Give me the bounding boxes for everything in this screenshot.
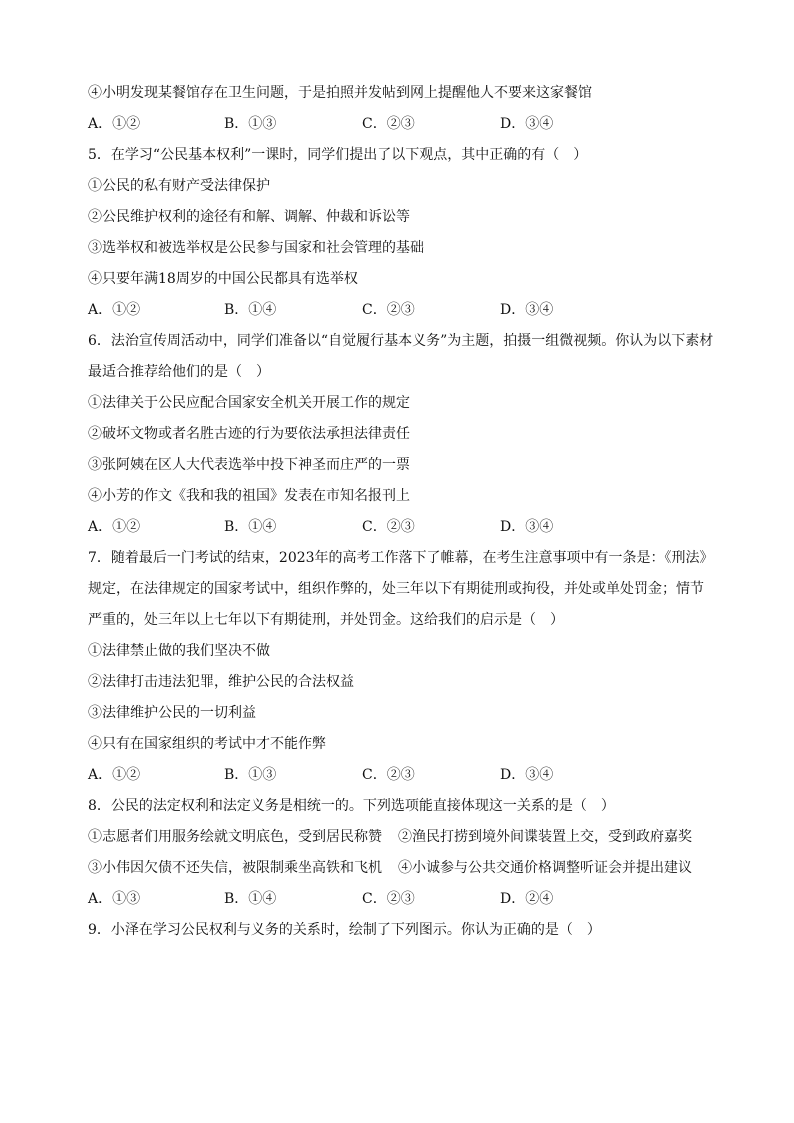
exam-page bbox=[88, 78, 728, 946]
text-line: ②破坏文物或者名胜古迹的行为要依法承担法律责任 bbox=[88, 426, 410, 442]
text-line: ④小芳的作文《我和我的祖国》发表在市知名报刊上 bbox=[88, 488, 410, 504]
answer-options bbox=[88, 109, 728, 140]
option-c: C．②③ bbox=[362, 891, 415, 907]
text-line: 最适合推荐给他们的是（ ） bbox=[88, 364, 270, 380]
text-line: ④只要年满18周岁的中国公民都具有选举权 bbox=[88, 271, 358, 287]
option-b: B．①④ bbox=[224, 302, 277, 318]
text-line: ④只有在国家组织的考试中才不能作弊 bbox=[88, 736, 326, 752]
option-b: B．①④ bbox=[224, 891, 277, 907]
text-line: ②公民维护权利的途径有和解、调解、仲裁和诉讼等 bbox=[88, 209, 410, 225]
answer-options bbox=[88, 512, 728, 543]
option-c: C．②③ bbox=[362, 519, 415, 535]
text-line: 8．公民的法定权利和法定义务是相统一的。下列选项能直接体现这一关系的是（ ） bbox=[88, 798, 615, 814]
statement-pair bbox=[88, 853, 728, 884]
text-line: 6．法治宣传周活动中，同学们准备以“自觉履行基本义务”为主题，拍摄一组微视频。你认为以下素材 bbox=[88, 333, 714, 349]
answer-options bbox=[88, 295, 728, 326]
statement-left: ①志愿者们用服务绘就文明底色，受到居民称赞 bbox=[88, 829, 382, 845]
text-line: ①法律禁止做的我们坚决不做 bbox=[88, 643, 270, 659]
text-line: ②法律打击违法犯罪，维护公民的合法权益 bbox=[88, 674, 354, 690]
option-a: A．①③ bbox=[88, 891, 141, 907]
answer-options bbox=[88, 884, 728, 915]
text-line: ③法律维护公民的一切利益 bbox=[88, 705, 256, 721]
option-a: A．①② bbox=[88, 116, 141, 132]
text-line: 规定，在法律规定的国家考试中，组织作弊的，处三年以下有期徒刑或拘役，并处或单处罚金；情节 bbox=[88, 581, 704, 597]
option-c: C．②③ bbox=[362, 116, 415, 132]
option-d: D．③④ bbox=[500, 116, 554, 132]
option-c: C．②③ bbox=[362, 302, 415, 318]
option-c: C．②③ bbox=[362, 767, 415, 783]
statement-right: ④小诚参与公共交通价格调整听证会并提出建议 bbox=[398, 860, 692, 876]
text-line: 5．在学习“公民基本权利”一课时，同学们提出了以下观点，其中正确的有（ ） bbox=[88, 147, 588, 163]
text-line: ④小明发现某餐馆存在卫生问题，于是拍照并发帖到网上提醒他人不要来这家餐馆 bbox=[88, 85, 592, 101]
answer-options bbox=[88, 760, 728, 791]
option-d: D．②④ bbox=[500, 891, 554, 907]
statement-right: ②渔民打捞到境外间谍装置上交，受到政府嘉奖 bbox=[398, 829, 692, 845]
text-line: 严重的，处三年以上七年以下有期徒刑，并处罚金。这给我们的启示是（ ） bbox=[88, 612, 564, 628]
option-b: B．①③ bbox=[224, 116, 277, 132]
option-b: B．①③ bbox=[224, 767, 277, 783]
option-a: A．①② bbox=[88, 519, 141, 535]
option-b: B．①④ bbox=[224, 519, 277, 535]
option-a: A．①② bbox=[88, 767, 141, 783]
text-line: ③张阿姨在区人大代表选举中投下神圣而庄严的一票 bbox=[88, 457, 410, 473]
text-line: ③选举权和被选举权是公民参与国家和社会管理的基础 bbox=[88, 240, 424, 256]
text-line: ①法律关于公民应配合国家安全机关开展工作的规定 bbox=[88, 395, 410, 411]
text-line: 9．小泽在学习公民权利与义务的关系时，绘制了下列图示。你认为正确的是（ ） bbox=[88, 922, 601, 938]
option-d: D．③④ bbox=[500, 767, 554, 783]
statement-pair bbox=[88, 822, 728, 853]
text-line: 7．随着最后一门考试的结束，2023年的高考工作落下了帷幕，在考生注意事项中有一条是：《刑法》 bbox=[88, 550, 714, 566]
option-a: A．①② bbox=[88, 302, 141, 318]
statement-left: ③小伟因欠债不还失信，被限制乘坐高铁和飞机 bbox=[88, 860, 382, 876]
option-d: D．③④ bbox=[500, 519, 554, 535]
text-line: ①公民的私有财产受法律保护 bbox=[88, 178, 270, 194]
option-d: D．③④ bbox=[500, 302, 554, 318]
